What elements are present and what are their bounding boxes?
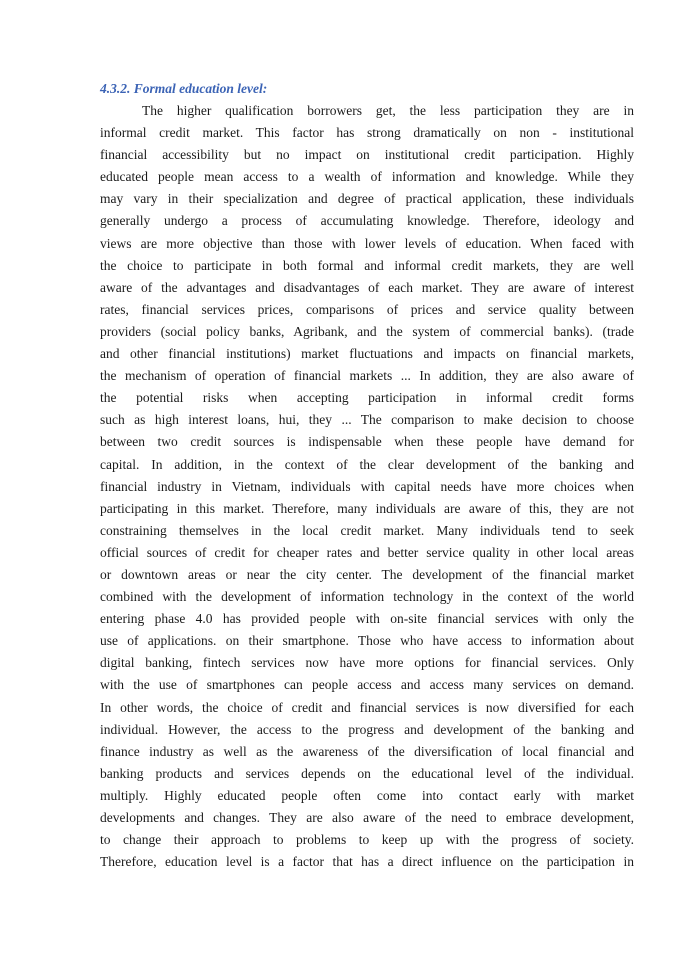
text-line: combined with the development of information technology in the context of the world bbox=[100, 589, 634, 605]
text-line: such as high interest loans, hui, they ... The comparison to make decision to choose bbox=[100, 412, 634, 428]
text-line: constraining themselves in the local credit market. Many individuals tend to seek bbox=[100, 522, 634, 538]
text-line: use of applications. on their smartphone. Those who have access to information about bbox=[100, 633, 634, 649]
text-line: digital banking, fintech services now have more options for financial services. Only bbox=[100, 655, 634, 671]
text-line: educated people mean access to a wealth of information and knowledge. While they bbox=[100, 169, 634, 185]
text-line: between two credit sources is indispensable when these people have demand for bbox=[100, 434, 634, 450]
text-line: aware of the advantages and disadvantages of each market. They are aware of interest bbox=[100, 279, 634, 295]
text-line: financial accessibility but no impact on institutional credit participation. Highly bbox=[100, 147, 634, 163]
text-line: to change their approach to problems to keep up with the progress of society. bbox=[100, 832, 634, 848]
section-heading: 4.3.2. Formal education level: bbox=[100, 81, 268, 96]
text-line: capital. In addition, in the context of the clear development of the banking and bbox=[100, 456, 634, 472]
text-line: financial industry in Vietnam, individuals with capital needs have more choices when bbox=[100, 478, 634, 494]
text-line: developments and changes. They are also aware of the need to embrace development, bbox=[100, 810, 634, 825]
text-line: views are more objective than those with lower levels of education. When faced with bbox=[100, 235, 634, 251]
text-line: and other financial institutions) market fluctuations and impacts on financial markets, bbox=[100, 346, 634, 362]
text-line: the mechanism of operation of financial markets ... In addition, they are also aware of bbox=[100, 368, 634, 384]
body-paragraph bbox=[100, 100, 634, 873]
text-line: or downtown areas or near the city center. The development of the financial market bbox=[100, 566, 634, 582]
text-line: In other words, the choice of credit and financial services is now diversified for each bbox=[100, 699, 634, 715]
text-line: generally undergo a process of accumulating knowledge. Therefore, ideology and bbox=[100, 213, 634, 229]
text-line: entering phase 4.0 has provided people with on-site financial services with only the bbox=[100, 611, 634, 627]
text-line: participating in this market. Therefore, many individuals are aware of this, they are not bbox=[100, 500, 634, 516]
text-line: providers (social policy banks, Agribank, and the system of commercial banks). (trade bbox=[100, 323, 634, 339]
text-line: the choice to participate in both formal and informal credit markets, they are well bbox=[100, 257, 634, 273]
text-line: the potential risks when accepting participation in informal credit forms bbox=[100, 390, 634, 406]
text-line: rates, financial services prices, comparisons of prices and service quality between bbox=[100, 301, 634, 317]
text-line: informal credit market. This factor has strong dramatically on non - institutional bbox=[100, 125, 634, 141]
text-line: official sources of credit for cheaper rates and better service quality in other local areas bbox=[100, 544, 634, 560]
text-line: multiply. Highly educated people often come into contact early with market bbox=[100, 787, 634, 803]
text-line: The higher qualification borrowers get, the less participation they are in bbox=[142, 103, 634, 118]
text-line: finance industry as well as the awareness of the diversification of local financial and bbox=[100, 743, 634, 759]
text-line: may vary in their specialization and degree of practical application, these individuals bbox=[100, 191, 634, 207]
text-line: with the use of smartphones can people access and access many services on demand. bbox=[100, 677, 634, 693]
text-line: Therefore, education level is a factor that has a direct influence on the participation in bbox=[100, 854, 634, 870]
text-line: banking products and services depends on the educational level of the individual. bbox=[100, 765, 634, 781]
text-line: individual. However, the access to the progress and development of the banking and bbox=[100, 721, 634, 737]
